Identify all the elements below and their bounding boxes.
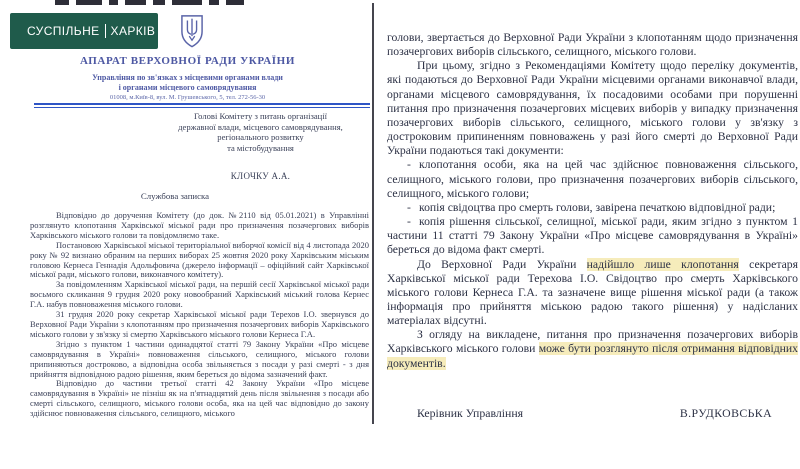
paragraph-text: До Верховної Ради України — [417, 257, 587, 271]
addressee-line: державної влади, місцевого самоврядування, — [178, 121, 343, 132]
dept-line1: Управління по зв'язках з місцевими органами влади — [92, 73, 283, 82]
addressee-line: та містобудування — [227, 142, 294, 153]
document-type-label: Службова записка — [140, 191, 210, 201]
paragraph: При цьому, згідно з Рекомендаціями Комітету щодо переліку документів, які подаються до Верховної Ради України місцевими органами виконавчої влади, органами місцевого самоврядування, їх посадовими особами при порушенні питання про призначення позачергових місцевих виборів у випадку призначення позачергових виборів сільського, селищного, міського голови у зв'язку з достроковим припиненням повноважень у разі його смерті до Верховної Ради України подаються такі документи: — [387, 59, 798, 158]
paragraph-text: секретаря Харківської міської ради Терехова І.О. Свідоцтво про смерть Харківського міського голови Кернеса Г.А. та зазначене вище рішення міської ради (а також інформація про прийняття міською радою такого рішення) у надісланих матеріалах відсутні. — [387, 257, 798, 328]
list-item-text: клопотання особи, яка на цей час здійснює повноваження сільського, селищного, міського голови, про призначення позачергових виборів сільського, селищного, міського голови; — [387, 158, 798, 200]
signer-name: В.РУДКОВСЬКА — [679, 406, 772, 420]
list-item-text: копія рішення сільської, селищної, міської ради, яким згідно з пунктом 1 частини 11 статті 79 Закону України «Про місцеве самоврядування в Україні» береться до відома факт смерті. — [387, 215, 798, 257]
paragraph: Згідно з пунктом 1 частини одинадцятої статті 79 Закону України «Про місцеве самоврядування в Україні» повноваження сільського, селищного, міського голови припиняються достроково, а відповідна особа звільняється з посади у разі смерті - з дня прийняття відповідною радою рішення, яким береться до відома зазначений факт. — [30, 338, 369, 379]
addressee-line: Голові Комітету з питань організації — [193, 111, 328, 121]
list-item-text: копія свідоцтва про смерть голови, завірена печаткою відповідної ради; — [419, 200, 776, 214]
org-title: АПАРАТ ВЕРХОВНОЇ РАДИ УКРАЇНИ — [79, 55, 295, 67]
dept-line2: і органами місцевого самоврядування — [118, 83, 257, 92]
logo-brand: СУСПІЛЬНЕ — [27, 24, 100, 38]
logo-region: ХАРКІВ — [105, 24, 156, 38]
paragraph: 31 грудня 2020 року секретар Харківської міської ради Терехов І.О. звернувся до Верховної Ради України з клопотанням про призначення позачергових виборів Харківського міського голови у зв'язку зі смертю Харківського міського голови Кернеса Г.А. — [30, 309, 369, 339]
cropped-text-fragments — [55, 0, 285, 5]
list-dash: - — [407, 200, 411, 214]
paragraph: Відповідно до доручення Комітету (до док. №2110 від 05.01.2021) в Управлінні розглянуто клопотання Харківської міської ради про призначення позачергових виборів Харківського міського голови та повідомляємо таке. — [30, 210, 369, 240]
signature-row — [387, 406, 798, 421]
page-divider — [372, 3, 374, 424]
signer-title: Керівник Управління — [417, 406, 524, 420]
letterhead-rule — [34, 103, 370, 108]
addressee-name: КЛОЧКУ А.А. — [230, 171, 291, 181]
letterhead-logo-row — [10, 13, 206, 49]
paragraph: Відповідно до частини третьої статті 42 Закону України «Про місцеве самоврядування в Україні» не пізніш як на п'ятнадцятий день після звільнення з посади або смерті сільського, селищного, міського голови особа, яка на цей час відповідно до закону здійснює повноваження сільського, селищного, міського — [30, 378, 369, 419]
ukraine-trident-emblem-icon — [178, 15, 206, 48]
list-item — [387, 158, 798, 200]
left-page-body — [30, 211, 369, 419]
highlighted-text: надійшло лише клопотання — [586, 257, 739, 271]
list-dash: - — [407, 158, 411, 172]
paragraph: Постановою Харківської міської територіальної виборчої комісії від 4 листопада 2020 року № 92 визнано обраним на перших виборах 25 жовтня 2020 року Харківським міським головою Кернеса Геннадія Адольфовича (джерело інформації – офіційний сайт Харківської міської ради, міського голови, виконавчого комітету). — [30, 239, 369, 280]
list-dash: - — [407, 215, 411, 229]
paragraph-text: З огляду на викладене, питання про призначення позачергових виборів Харківського міського голови — [387, 328, 798, 356]
highlighted-text: може бути розглянуто після отримання відповідних документів. — [387, 342, 798, 370]
list-item — [387, 201, 798, 215]
addressee-line: регіонального розвитку — [217, 132, 304, 142]
paragraph: За повідомленням Харківської міської ради, на першій сесії Харківської міської ради восьмого скликання 9 грудня 2020 року новообраний Харківський міський голова Кернес Г.А. набув повноваження міського голови. — [30, 279, 369, 310]
list-item — [387, 215, 798, 257]
paragraph — [387, 328, 798, 370]
org-department — [15, 73, 360, 93]
paragraph — [387, 258, 798, 329]
paragraph-continuation: голови, звертається до Верховної Ради України з клопотанням щодо призначення позачергових виборів сільського, селищного, міського голови. — [387, 31, 798, 59]
suspilne-kharkiv-logo — [10, 13, 158, 49]
right-page-body — [387, 31, 798, 371]
suspilne-logo-text — [27, 24, 160, 38]
org-address: 01008, м.Київ-8, вул. М. Грушевського, 5, тел. 272-56-30 — [109, 94, 266, 101]
addressee-block — [158, 111, 363, 153]
